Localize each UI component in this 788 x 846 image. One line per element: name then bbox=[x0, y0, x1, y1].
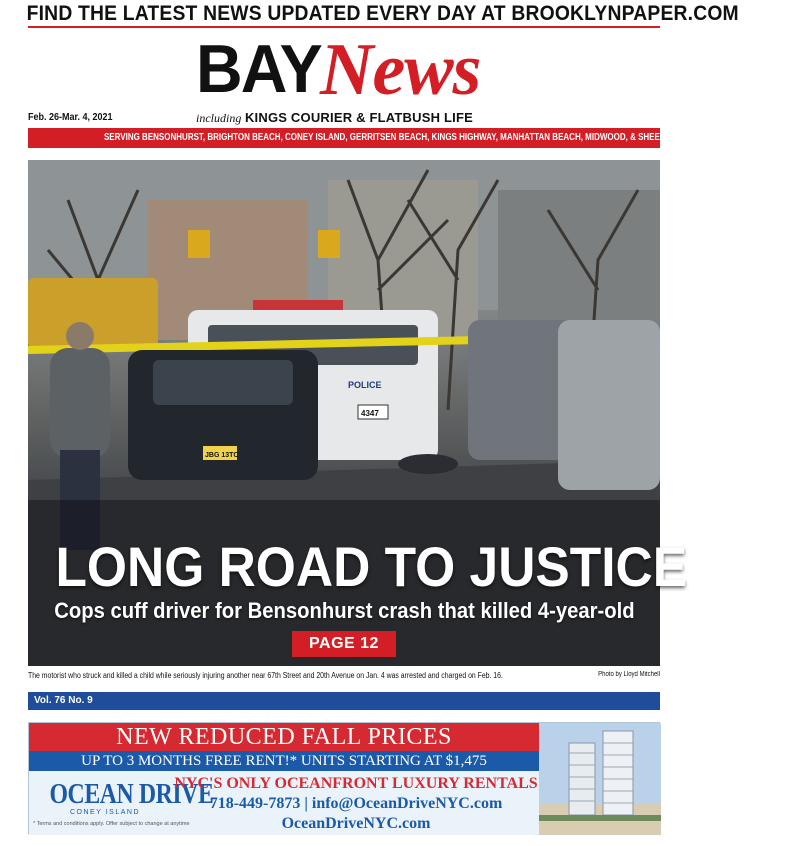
license-plate: JBG 13TC bbox=[205, 452, 239, 459]
subhead bbox=[28, 598, 660, 624]
top-banner[interactable] bbox=[26, 2, 739, 26]
ad-headline: NEW REDUCED FALL PRICES bbox=[29, 723, 539, 751]
debris bbox=[398, 454, 458, 474]
masthead-logo[interactable] bbox=[196, 30, 496, 110]
ocean-drive-ad[interactable] bbox=[28, 722, 660, 834]
logo-bay: BAY bbox=[196, 31, 321, 107]
volume-bar: Vol. 76 No. 9 bbox=[28, 692, 660, 710]
photo-credit: Photo by Lloyd Mitchell bbox=[598, 671, 660, 678]
ad-subline: UP TO 3 MONTHS FREE RENT!* UNITS STARTING AT $1,475 bbox=[29, 751, 539, 771]
building-rendering-image bbox=[539, 723, 661, 835]
ad-contact[interactable]: 718-449-7873 | info@OceanDriveNYC.com bbox=[209, 795, 503, 812]
bystander bbox=[50, 348, 110, 458]
unit-number: 4347 bbox=[361, 409, 379, 418]
ad-brand-name: OCEAN DRIVE bbox=[49, 779, 214, 810]
ad-brand-location: CONEY ISLAND bbox=[70, 809, 140, 816]
traffic-light bbox=[188, 230, 210, 258]
issue-date: Feb. 26-Mar. 4, 2021 bbox=[28, 112, 113, 123]
ad-copy bbox=[173, 775, 539, 833]
logo-news: News bbox=[320, 29, 481, 111]
photo-caption bbox=[28, 671, 660, 680]
serving-text: SERVING BENSONHURST, BRIGHTON BEACH, CONEY ISLAND, GERRITSEN BEACH, KINGS HIGHWAY, MANHATTAN BEACH, MIDWOOD, & SHEEPSHEAD BAY bbox=[103, 132, 712, 143]
ad-body bbox=[29, 771, 539, 835]
banner-prefix: FIND THE LATEST NEWS UPDATED EVERY DAY AT bbox=[26, 2, 506, 25]
ad-fine-print: * Terms and conditions apply. Offer subject to change at anytime bbox=[33, 821, 190, 827]
ad-tagline: NYC'S ONLY OCEANFRONT LUXURY RENTALS bbox=[174, 775, 538, 792]
including-word: including bbox=[196, 111, 242, 125]
headline[interactable] bbox=[28, 534, 688, 599]
page-12-button[interactable]: PAGE 12 bbox=[292, 631, 396, 657]
ad-website-link[interactable]: OceanDriveNYC.com bbox=[281, 815, 431, 832]
banner-site-link[interactable]: BROOKLYNPAPER.COM bbox=[511, 2, 739, 25]
cover-photo[interactable] bbox=[28, 160, 688, 666]
subhead-text: Cops cuff driver for Bensonhurst crash that killed 4-year-old bbox=[53, 598, 635, 623]
serving-bar bbox=[28, 128, 712, 148]
including-papers: KINGS COURIER & FLATBUSH LIFE bbox=[244, 110, 473, 125]
including-line bbox=[196, 110, 473, 126]
ad-brand-logo[interactable] bbox=[35, 779, 214, 816]
headline-text: LONG ROAD TO JUSTICE bbox=[55, 535, 688, 598]
police-label: POLICE bbox=[348, 380, 382, 390]
caption-text: The motorist who struck and killed a child while seriously injuring another near 67th Street and 20th Avenue on Jan. 4 was arrested and charged on Feb. 16. bbox=[28, 671, 503, 680]
silver-car bbox=[558, 320, 660, 490]
